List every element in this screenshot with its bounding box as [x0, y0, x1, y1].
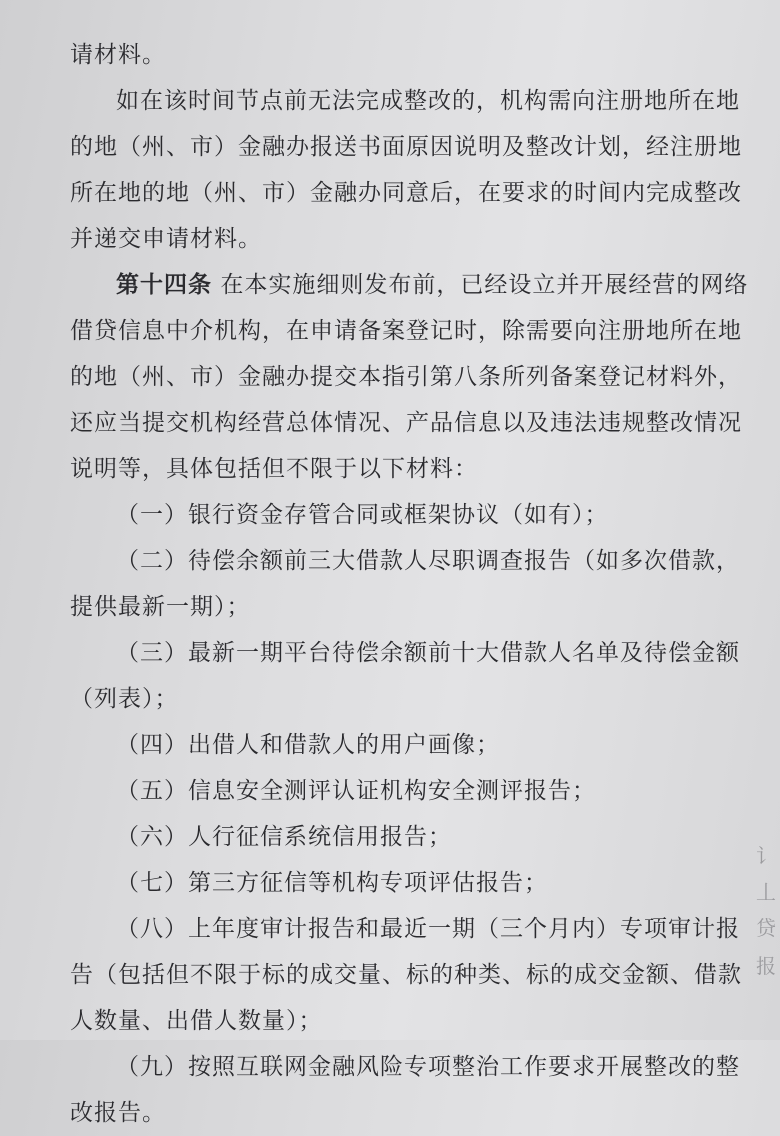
- paragraph-continuation: 请材料。: [70, 42, 166, 68]
- list-item-2: （二）待偿余额前三大借款人尽职调查报告（如多次借款，提供最新一期）；: [70, 548, 740, 620]
- paragraph-rectification: 如在该时间节点前无法完成整改的，机构需向注册地所在地的地（州、市）金融办报送书面原因说明及整改计划，经注册地所在地的地（州、市）金融办同意后，在要求的时间内完成整改并递交申请材料。: [70, 88, 742, 252]
- bleed-char-1: 讠: [756, 844, 776, 868]
- article-fourteen: [70, 262, 750, 492]
- bleed-char-3: 贷: [756, 916, 776, 940]
- list-item-7: （七）第三方征信等机构专项评估报告；: [116, 870, 548, 896]
- list-item-8: （八）上年度审计报告和最近一期（三个月内）专项审计报告（包括但不限于标的成交量、标的种类、标的成交金额、借款人数量、出借人数量）；: [70, 916, 742, 1034]
- list-item-9: （九）按照互联网金融风险专项整治工作要求开展整改的整改报告。: [70, 1054, 740, 1126]
- list-item-1: （一）银行资金存管合同或框架协议（如有）；: [116, 502, 609, 528]
- bleed-char-2: 丄: [756, 880, 776, 904]
- list-item-6: （六）人行征信系统信用报告；: [116, 824, 452, 850]
- article-body: 在本实施细则发布前，已经设立并开展经营的网络借贷信息中介机构，在申请备案登记时，除需要向注册地所在地的地（州、市）金融办提交本指引第八条所列备案登记材料外，还应当提交机构经营总体情况、产品信息以及违法违规整改情况说明等，具体包括但不限于以下材料：: [70, 272, 749, 482]
- article-title: 第十四条: [116, 271, 212, 298]
- list-item-3: （三）最新一期平台待偿余额前十大借款人名单及待偿金额（列表）；: [70, 640, 740, 712]
- list-item-4: （四）出借人和借款人的用户画像；: [116, 732, 500, 758]
- document-body: [70, 32, 750, 1136]
- list-item-5: （五）信息安全测评认证机构安全测评报告；: [116, 778, 596, 804]
- bleed-char-4: 报: [756, 954, 776, 978]
